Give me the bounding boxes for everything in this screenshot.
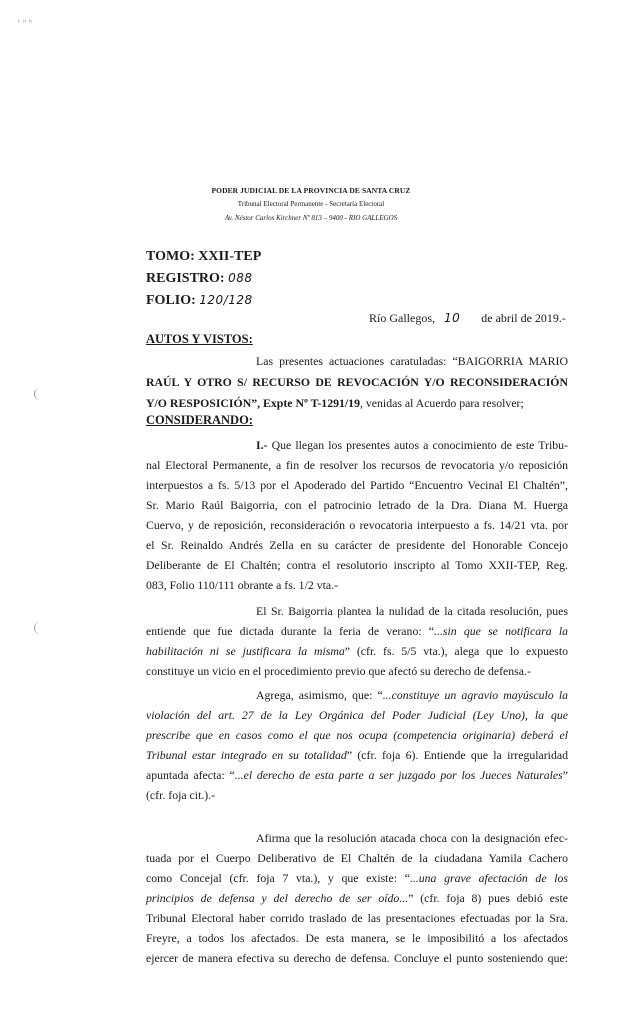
paragraph-line: ejercer de manera efectiva su derecho de defensa. Concluye el punto sosteniendo que:	[146, 951, 568, 965]
court-address: Av. Néstor Carlos Kirchner Nº 813 – 9400 - RIO GALLEGOS	[224, 214, 398, 222]
paragraph-line: constituye un vicio en el procedimiento previo que afectó su derecho de defensa.-	[146, 664, 531, 678]
paragraph-line: 083, Folio 110/111 obrante a fs. 1/2 vta.-	[146, 578, 338, 592]
paragraph-line: como Concejal (cfr. foja 7 vta.), y que existe: “...una grave afectación de los	[146, 871, 568, 885]
paragraph-line: I.- Que llegan los presentes autos a conocimiento de este Tribu-	[256, 438, 568, 452]
tribunal-name: Tribunal Electoral Permanente - Secretaría Electoral	[237, 200, 385, 208]
paragraph-line: Cuervo, y de reposición, reconsideración o revocatoria interpuesto a fs. 14/21 vta. por	[146, 518, 568, 532]
folio-label: FOLIO:	[146, 293, 196, 308]
date-place: Río Gallegos,	[369, 311, 435, 325]
paragraph-line: habilitación ni se justificara la misma” (cfr. fs. 5/5 vta.), alega que lo expuesto	[146, 644, 568, 658]
paragraph-line: Deliberante de El Chaltén; contra el resolutorio inscripto al Tomo XXII-TEP, Reg.	[146, 558, 568, 572]
paragraph-line: nal Electoral Permanente, a fin de resolver los recursos de revocatoria y/o reposición	[146, 458, 568, 472]
registro-line	[146, 271, 252, 287]
paragraph-line: interpuestos a fs. 5/13 por el Apoderado del Partido “Encuentro Vecinal El Chaltén”,	[146, 478, 568, 492]
paragraph-line: (cfr. foja cit.).-	[146, 788, 216, 802]
date-rest: de abril de 2019.-	[481, 311, 566, 325]
folio-handwritten-value: 120/128	[199, 293, 253, 307]
paragraph-line: Tribunal estar integrado en su totalidad” (cfr. foja 6). Entiende que la irregularidad	[146, 748, 568, 762]
margin-punch-mark	[34, 622, 45, 634]
paragraph-line: apuntada afecta: “...el derecho de esta parte a ser juzgado por los Jueces Naturales”	[146, 768, 568, 782]
paragraph-line: Freyre, a todos los afectados. De esta manera, se le imposibilitó a los afectados	[146, 931, 568, 945]
paragraph-line: Y/O RESPOSICIÓN”, Expte Nº T-1291/19, venidas al Acuerdo para resolver;	[146, 396, 524, 410]
paragraph-line: El Sr. Baigorria plantea la nulidad de la citada resolución, pues	[256, 604, 568, 618]
court-name: PODER JUDICIAL DE LA PROVINCIA DE SANTA CRUZ	[211, 186, 411, 195]
registro-handwritten-value: 088	[228, 271, 253, 285]
paragraph-line: prescribe que en casos como el que nos ocupa (competencia originaria) deberá el	[146, 728, 568, 742]
paragraph-line: el Sr. Reinaldo Andrés Zella en su carácter de presidente del Honorable Concejo	[146, 538, 568, 552]
paragraph-line: Afirma que la resolución atacada choca con la designación efec-	[256, 831, 568, 845]
margin-punch-mark	[34, 388, 45, 400]
autos-y-vistos-heading: AUTOS Y VISTOS:	[146, 332, 253, 346]
paragraph-line: tuada por el Cuerpo Deliberativo de El Chaltén de la ciudadana Yamila Cachero	[146, 851, 568, 865]
paragraph-line: Agrega, asimismo, que: “...constituye un agravio mayúsculo la	[256, 688, 568, 702]
paragraph-line: Tribunal Electoral haber corrido traslado de las presentaciones efectuadas por la Sra.	[146, 911, 568, 925]
paragraph-line: Las presentes actuaciones caratuladas: “BAIGORRIA MARIO	[256, 354, 568, 368]
paragraph-line: entiende que fue dictada durante la feria de verano: “...sin que se notificara la	[146, 624, 568, 638]
paragraph-line: Sr. Mario Raúl Baigorria, con el patrocinio letrado de la Dra. Diana M. Huerga	[146, 498, 568, 512]
registro-label: REGISTRO:	[146, 271, 225, 286]
date-line	[369, 311, 566, 326]
paragraph-line: RAÚL Y OTRO S/ RECURSO DE REVOCACIÓN Y/O RECONSIDERACIÓN	[146, 375, 568, 389]
folio-line	[146, 293, 253, 309]
paragraph-line: principios de defensa y del derecho de ser oído...” (cfr. foja 8) pues debió este	[146, 891, 568, 905]
considerando-heading: CONSIDERANDO:	[146, 413, 253, 427]
tomo-label: TOMO: XXII-TEP	[146, 249, 262, 264]
paragraph-line: violación del art. 27 de la Ley Orgánica del Poder Judicial (Ley Uno), la que	[146, 708, 568, 722]
corner-handwritten-mark: ᵗ ⁿ ʰ	[18, 18, 32, 27]
date-day-handwritten: 10	[444, 311, 461, 325]
